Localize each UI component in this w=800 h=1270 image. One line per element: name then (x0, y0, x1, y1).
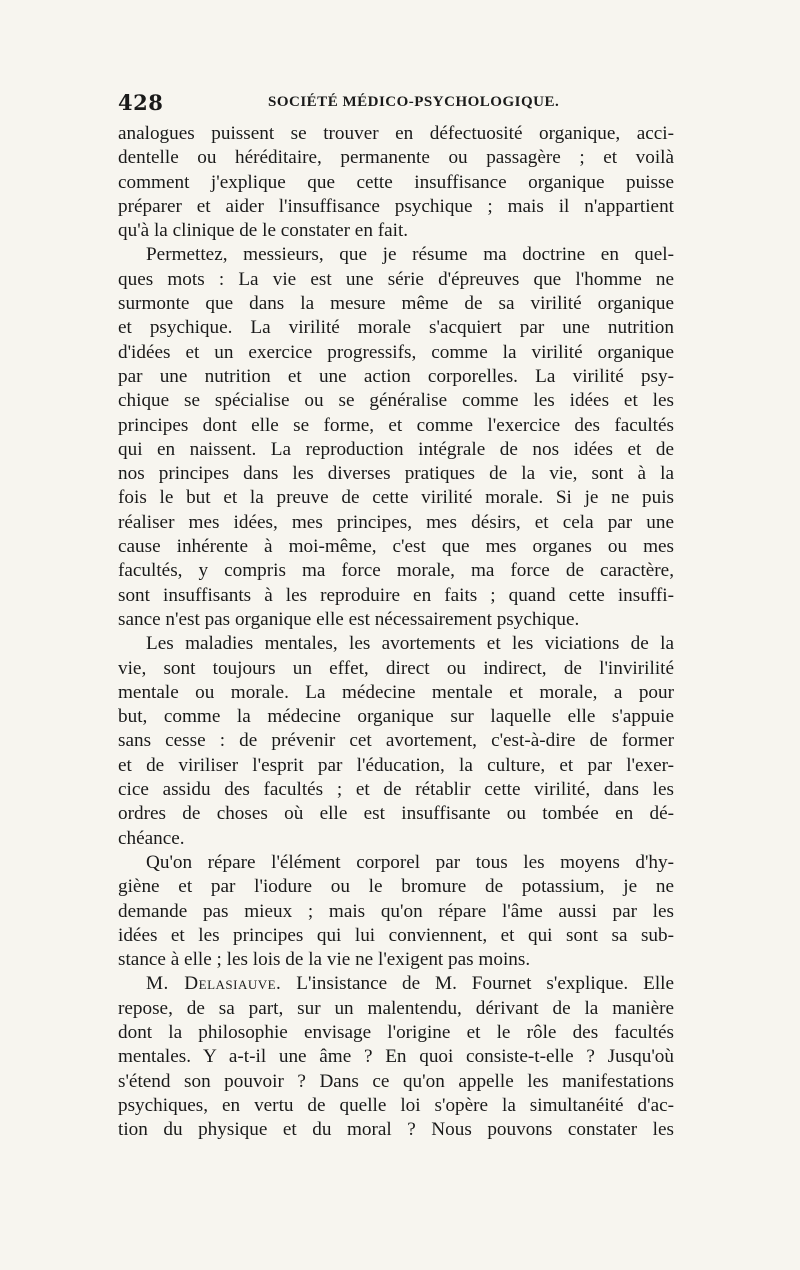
text-line (118, 292, 674, 316)
line-text: giène et par l'iodure ou le bromure de potassium, je ne (118, 876, 674, 898)
text-line (118, 875, 674, 899)
line-text: ordres de choses où elle est insuffisante ou tombée en dé- (118, 803, 674, 825)
line-text: sance n'est pas organique elle est nécessairement psychique. (118, 608, 580, 630)
text-line (118, 729, 674, 753)
line-text: qu'à la clinique de le constater en fait. (118, 220, 409, 242)
text-line (118, 827, 674, 851)
line-text: comment j'explique que cette insuffisance organique puisse (118, 171, 674, 193)
line-text: Qu'on répare l'élément corporel par tous les moyens d'hy- (146, 851, 674, 873)
text-line (118, 1118, 674, 1142)
text-line (118, 511, 674, 535)
text-line (118, 1070, 674, 1094)
page-number: 428 (118, 90, 164, 115)
text-line (118, 778, 674, 802)
text-line (118, 657, 674, 681)
text-line (118, 608, 674, 632)
text-line (118, 486, 674, 510)
text-line (118, 802, 674, 826)
line-text: tion du physique et du moral ? Nous pouvons constater les (118, 1119, 674, 1141)
line-text: sans cesse : de prévenir cet avortement, c'est-à-dire de former (118, 730, 674, 752)
text-line (118, 195, 674, 219)
line-text: par une nutrition et une action corporelles. La virilité psy- (118, 365, 674, 387)
text-line (118, 1021, 674, 1045)
line-text: nos principes dans les diverses pratiques de la vie, sont à la (118, 463, 674, 485)
line-text: dentelle ou héréditaire, permanente ou passagère ; et voilà (118, 147, 674, 169)
line-text: analogues puissent se trouver en défectuosité organique, acci- (118, 123, 674, 144)
line-text: sont insuffisants à les reproduire en faits ; quand cette insuffi- (118, 584, 674, 606)
line-text: et de viriliser l'esprit par l'éducation, la culture, et par l'exer- (118, 754, 674, 776)
line-text: dont la philosophie envisage l'origine et le rôle des facultés (118, 1021, 674, 1043)
text-line (118, 219, 674, 243)
text-line (118, 559, 674, 583)
line-text: stance à elle ; les lois de la vie ne l'exigent pas moins. (118, 949, 531, 971)
text-line (118, 316, 674, 340)
line-text: préparer et aider l'insuffisance psychique ; mais il n'appartient (118, 195, 674, 217)
line-text: chique se spécialise ou se généralise comme les idées et les (118, 390, 674, 412)
text-line (118, 948, 674, 972)
text-line (118, 438, 674, 462)
line-text: surmonte que dans la mesure même de sa virilité organique (118, 293, 674, 315)
line-text: vie, sont toujours un effet, direct ou indirect, de l'invirilité (118, 657, 674, 679)
line-text: mentales. Y a-t-il une âme ? En quoi consiste-t-elle ? Jusqu'où (118, 1046, 674, 1068)
line-text: réaliser mes idées, mes principes, mes désirs, et cela par une (118, 511, 674, 533)
line-text: L'insistance de M. Fournet s'explique. Elle (281, 973, 674, 995)
line-text: repose, de sa part, sur un malentendu, dérivant de la manière (118, 997, 674, 1019)
line-text: but, comme la médecine organique sur laquelle elle s'appuie (118, 706, 674, 728)
text-line (118, 535, 674, 559)
text-line (118, 243, 674, 267)
line-text: facultés, y compris ma force morale, ma force de caractère, (118, 560, 674, 582)
line-text: principes dont elle se forme, et comme l'exercice des facultés (118, 414, 674, 436)
page-header (118, 90, 678, 118)
running-title: SOCIÉTÉ MÉDICO-PSYCHOLOGIQUE. (268, 94, 560, 110)
text-line (118, 705, 674, 729)
line-text: ques mots : La vie est une série d'épreuves que l'homme ne (118, 268, 674, 290)
text-line (118, 365, 674, 389)
text-line (118, 389, 674, 413)
text-line (118, 462, 674, 486)
line-text: d'idées et un exercice progressifs, comme la virilité organique (118, 341, 674, 363)
text-line (118, 171, 674, 195)
text-line (118, 584, 674, 608)
line-text: psychiques, en vertu de quelle loi s'opère la simultanéité d'ac- (118, 1094, 674, 1116)
text-line (118, 972, 674, 996)
line-text: chéance. (118, 827, 185, 849)
text-line (118, 681, 674, 705)
text-line (118, 1094, 674, 1118)
line-text: Les maladies mentales, les avortements et les viciations de la (146, 633, 674, 655)
text-line (118, 754, 674, 778)
text-line (118, 997, 674, 1021)
text-line (118, 146, 674, 170)
line-text: cause inhérente à moi-même, c'est que mes organes ou mes (118, 536, 674, 558)
body-text (118, 122, 674, 1142)
line-text: qui en naissent. La reproduction intégrale de nos idées et de (118, 438, 674, 460)
text-line (118, 122, 674, 146)
line-text: cice assidu des facultés ; et de rétablir cette virilité, dans les (118, 779, 674, 801)
text-line (118, 1045, 674, 1069)
text-line (118, 414, 674, 438)
line-text: et psychique. La virilité morale s'acquiert par une nutrition (118, 317, 674, 339)
text-line (118, 632, 674, 656)
line-text: s'étend son pouvoir ? Dans ce qu'on appelle les manifestations (118, 1070, 674, 1092)
line-text: demande pas mieux ; mais qu'on répare l'âme aussi par les (118, 900, 674, 922)
speaker-name: M. Delasiauve. (146, 973, 282, 995)
text-line (118, 341, 674, 365)
text-line (118, 900, 674, 924)
text-line (118, 851, 674, 875)
text-line (118, 268, 674, 292)
line-text: Permettez, messieurs, que je résume ma doctrine en quel- (146, 244, 674, 266)
line-text: mentale ou morale. La médecine mentale et morale, a pour (118, 681, 674, 703)
line-text: fois le but et la preuve de cette virilité morale. Si je ne puis (118, 487, 674, 509)
text-line (118, 924, 674, 948)
line-text: idées et les principes qui lui conviennent, et qui sont sa sub- (118, 924, 674, 946)
